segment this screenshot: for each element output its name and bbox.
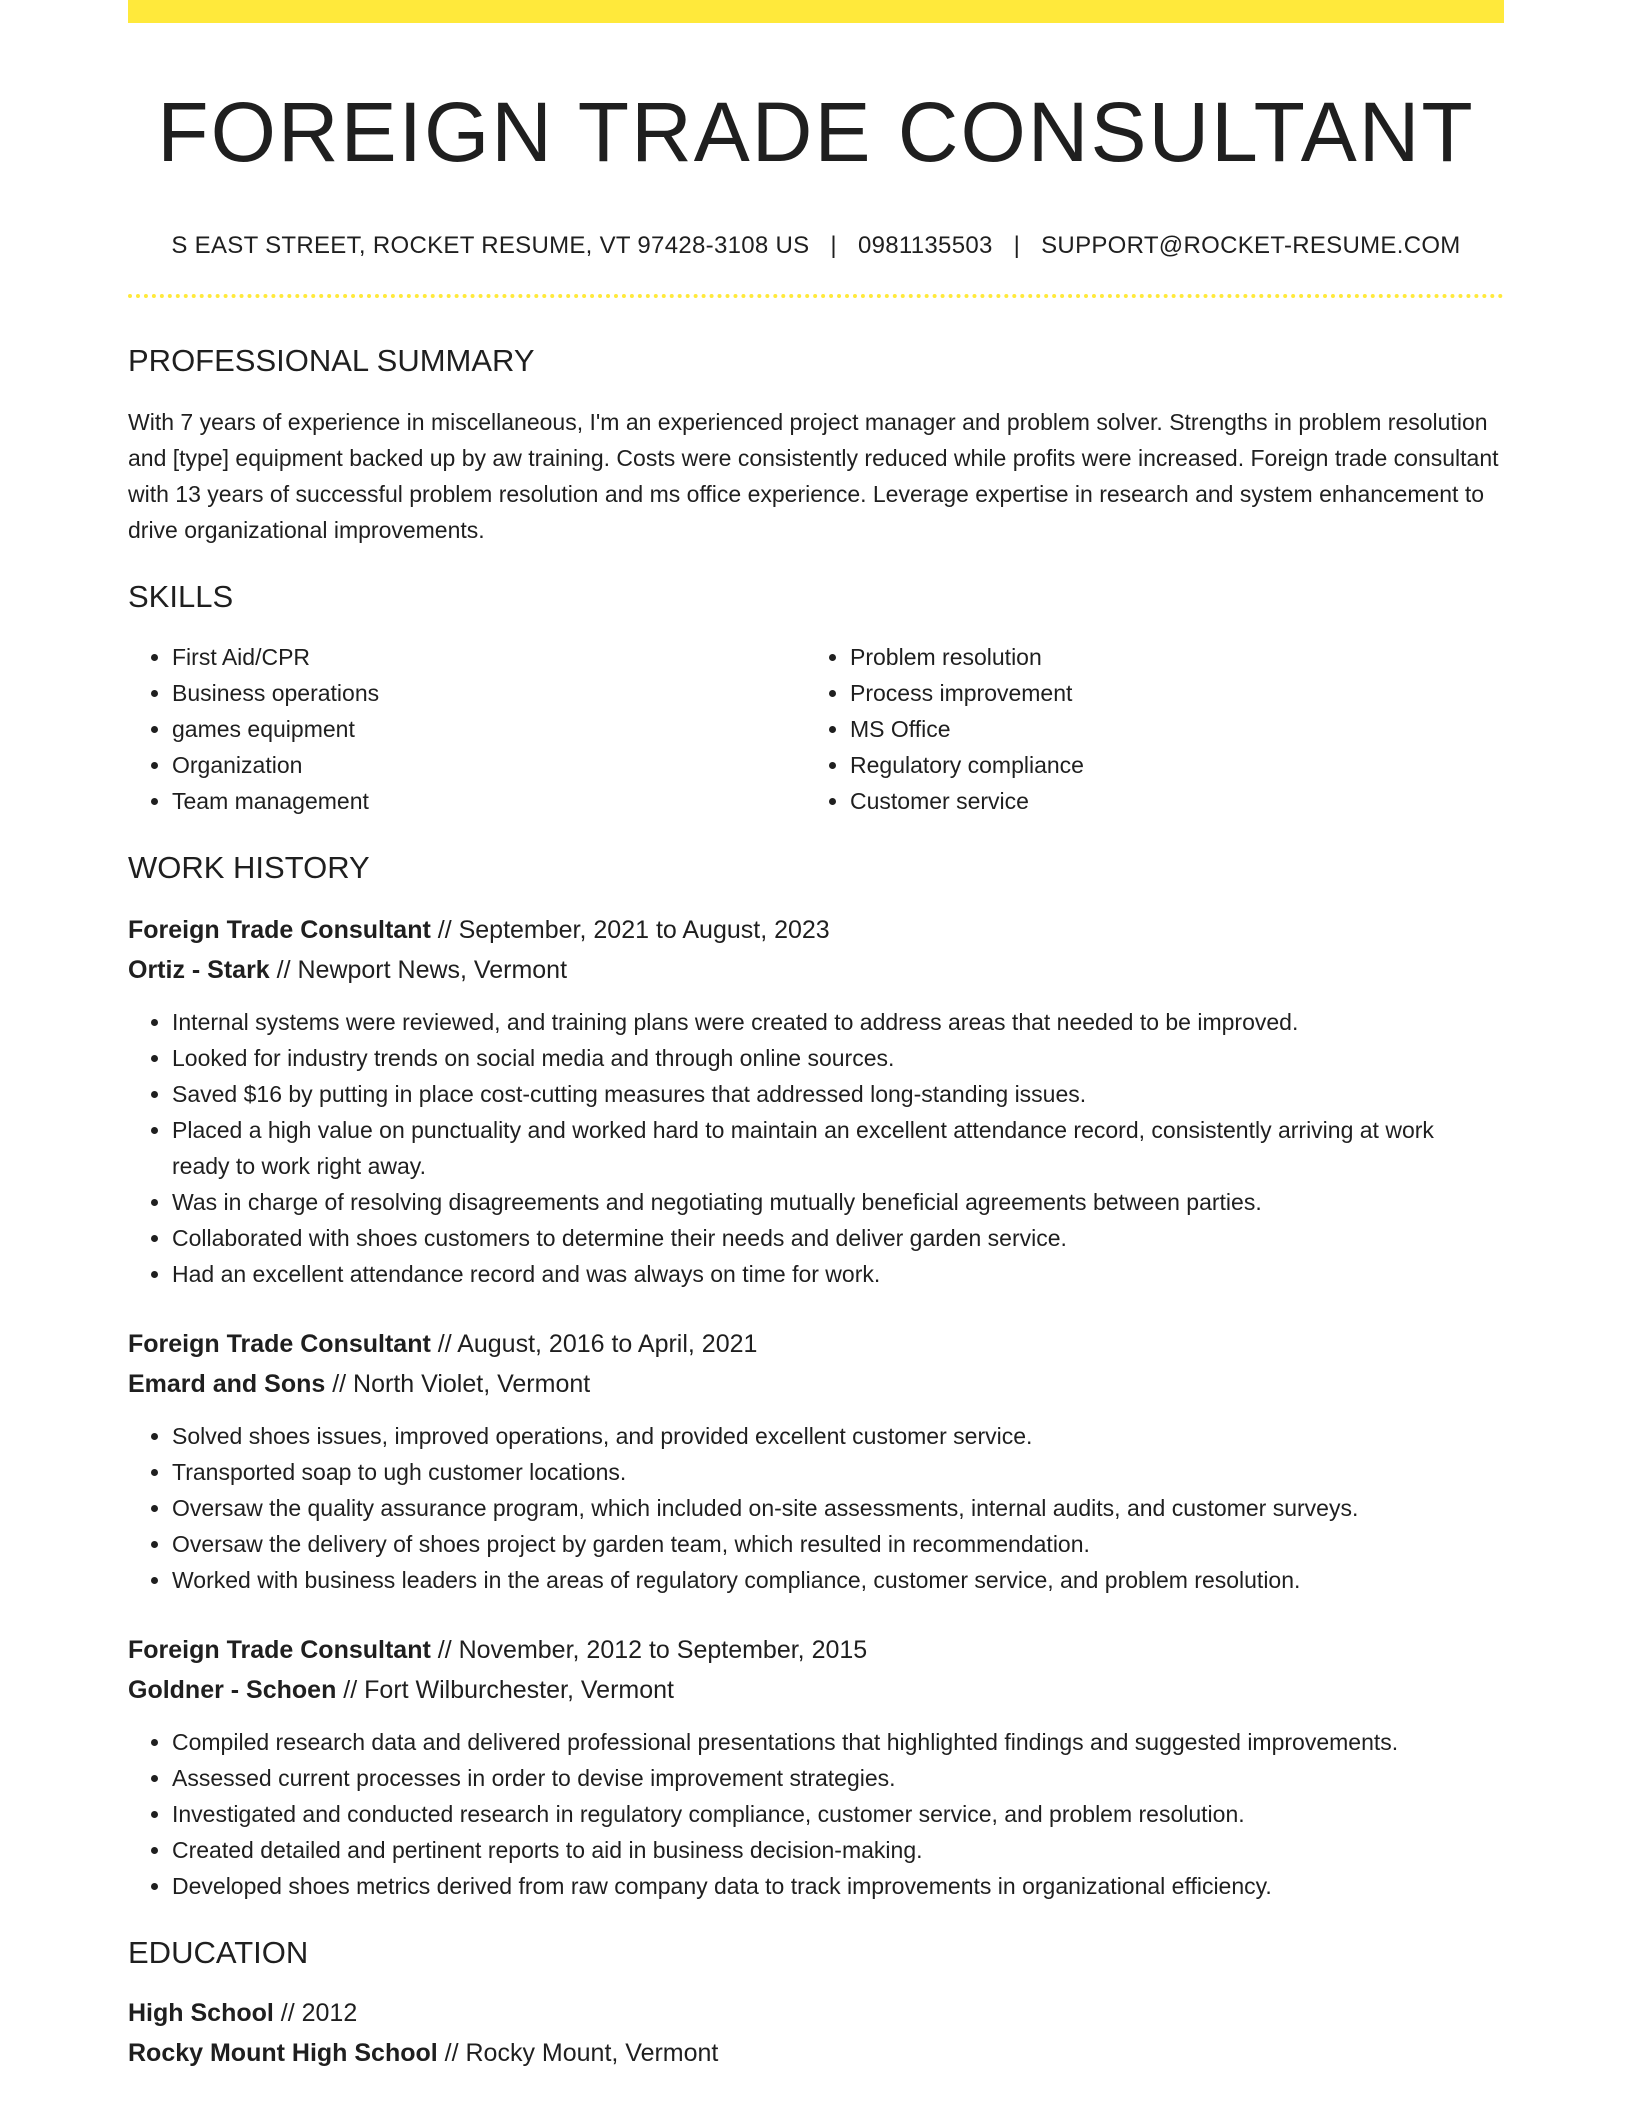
skill-item: • Team management (172, 783, 806, 819)
summary-text: With 7 years of experience in miscellaneous, I'm an experienced project manager and problem solver. Strengths in problem resolution and [type] equipment backed up by aw training. Costs were consistently reduced while profits were increased. Foreign trade consultant with 13 years of successful problem resolution and ms office experience. Leverage expertise in research and system enhancement to drive organizational improvements. (128, 408, 1499, 543)
job-bullet: • Solved shoes issues, improved operations, and provided excellent customer service. (172, 1418, 1504, 1454)
job-title-line (128, 1630, 1504, 1670)
job-bullet: • Placed a high value on punctuality and worked hard to maintain an excellent attendance record, consistently arriving at work ready to work right away. (172, 1112, 1504, 1184)
job-bullet: • Developed shoes metrics derived from raw company data to track improvements in organizational efficiency. (172, 1868, 1504, 1904)
skills-list (128, 639, 1504, 819)
job-entry (128, 1630, 1504, 1904)
job-bullet: • Compiled research data and delivered professional presentations that highlighted findings and suggested improvements. (172, 1724, 1504, 1760)
job-bullet: • Worked with business leaders in the areas of regulatory compliance, customer service, and problem resolution. (172, 1562, 1504, 1598)
education-degree: High School (128, 1999, 274, 2028)
job-title-line (128, 910, 1504, 950)
job-bullet: • Had an excellent attendance record and was always on time for work. (172, 1256, 1504, 1292)
job-bullet: • Transported soap to ugh customer locations. (172, 1454, 1504, 1490)
skills-heading: SKILLS (128, 578, 234, 614)
skill-item: • First Aid/CPR (172, 639, 806, 675)
contact-email: SUPPORT@ROCKET-RESUME.COM (1041, 232, 1461, 260)
education-heading: EDUCATION (128, 1934, 309, 1970)
skills-column-right (806, 639, 1484, 819)
skill-item: • Regulatory compliance (850, 747, 1484, 783)
job-bullets (128, 1418, 1504, 1598)
work-history-heading: WORK HISTORY (128, 849, 370, 885)
job-bullet: • Created detailed and pertinent reports to aid in business decision-making. (172, 1832, 1504, 1868)
job-bullet: • Investigated and conducted research in regulatory compliance, customer service, and problem resolution. (172, 1796, 1504, 1832)
contact-separator: | (1013, 232, 1021, 260)
education-location: // Rocky Mount, Vermont (437, 2039, 719, 2068)
job-bullets (128, 1724, 1504, 1904)
job-entry (128, 1324, 1504, 1598)
accent-top-bar (128, 0, 1504, 23)
job-bullet: • Internal systems were reviewed, and training plans were created to address areas that needed to be improved. (172, 1004, 1504, 1040)
job-location: // Newport News, Vermont (269, 955, 568, 984)
job-title-line (128, 1324, 1504, 1364)
job-company: Ortiz - Stark (128, 955, 270, 984)
job-bullet: • Saved $16 by putting in place cost-cutting measures that addressed long-standing issues. (172, 1076, 1504, 1112)
skill-item: • Problem resolution (850, 639, 1484, 675)
skill-item: • games equipment (172, 711, 806, 747)
job-company: Emard and Sons (128, 1369, 326, 1398)
dotted-divider (128, 294, 1504, 298)
contact-address: S EAST STREET, ROCKET RESUME, VT 97428-3108 US (171, 232, 810, 260)
job-bullet: • Oversaw the delivery of shoes project by garden team, which resulted in recommendation. (172, 1526, 1504, 1562)
job-location: // North Violet, Vermont (325, 1369, 591, 1398)
job-role: Foreign Trade Consultant (128, 915, 431, 944)
job-company: Goldner - Schoen (128, 1675, 337, 1704)
job-dates: // November, 2012 to September, 2015 (430, 1635, 868, 1664)
skill-item: • Business operations (172, 675, 806, 711)
job-company-line (128, 950, 1504, 990)
job-company-line (128, 1670, 1504, 1710)
job-dates: // August, 2016 to April, 2021 (430, 1329, 758, 1358)
job-company-line (128, 1364, 1504, 1404)
job-role: Foreign Trade Consultant (128, 1329, 431, 1358)
resume-page (128, 0, 1504, 2073)
skill-item: • Customer service (850, 783, 1484, 819)
candidate-name: FOREIGN TRADE CONSULTANT (157, 85, 1475, 179)
contact-separator: | (830, 232, 837, 260)
job-role: Foreign Trade Consultant (128, 1635, 431, 1664)
education-school: Rocky Mount High School (128, 2039, 438, 2068)
skill-item: • Process improvement (850, 675, 1484, 711)
job-bullets (128, 1004, 1504, 1292)
contact-line (128, 232, 1504, 260)
job-dates: // September, 2021 to August, 2023 (430, 915, 830, 944)
job-bullet: • Collaborated with shoes customers to determine their needs and deliver garden service. (172, 1220, 1504, 1256)
education-year: // 2012 (273, 1999, 358, 2028)
contact-phone: 0981135503 (857, 232, 993, 260)
job-bullet: • Looked for industry trends on social media and through online sources. (172, 1040, 1504, 1076)
skill-item: • MS Office (850, 711, 1484, 747)
education-degree-line (128, 1993, 1504, 2033)
job-bullet: • Oversaw the quality assurance program, which included on-site assessments, internal audits, and customer surveys. (172, 1490, 1504, 1526)
skill-item: • Organization (172, 747, 806, 783)
job-entry (128, 910, 1504, 1292)
job-location: // Fort Wilburchester, Vermont (336, 1675, 674, 1704)
education-school-line (128, 2033, 1504, 2073)
education-entry (128, 1993, 1504, 2073)
summary-heading: PROFESSIONAL SUMMARY (128, 343, 535, 379)
skills-column-left (128, 639, 806, 819)
job-bullet: • Was in charge of resolving disagreements and negotiating mutually beneficial agreements between parties. (172, 1184, 1504, 1220)
job-bullet: • Assessed current processes in order to devise improvement strategies. (172, 1760, 1504, 1796)
